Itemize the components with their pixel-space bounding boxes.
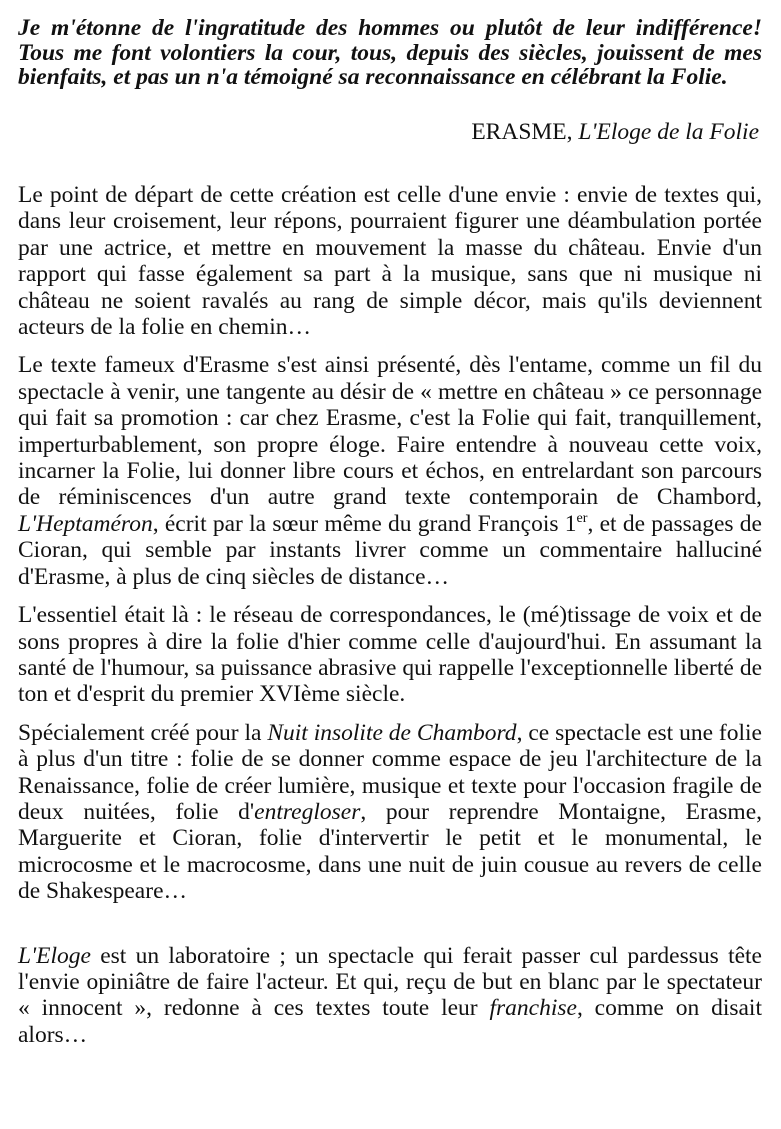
paragraph-5-text-a: est un laboratoire ; un spectacle qui ferait passer cul pardessus tête l'envie opiniâtre de faire l'acteur. Et qui, reçu de but en blanc par le spectateur « innocent », redonne à ces textes toute leur	[18, 942, 762, 1022]
paragraph-2-text-c: , et de passages de Cioran, qui semble par instants livrer comme un commentaire halluciné d'Erasme, à plus de cinq siècles de distance…	[18, 510, 762, 590]
body-text	[18, 182, 762, 1048]
event-title: Nuit insolite de Chambord	[267, 719, 517, 746]
paragraph-2-text-a: Le texte fameux d'Erasme s'est ainsi présenté, dès l'entame, comme un fil du spectacle à venir, une tangente au désir de « mettre en château » ce personnage qui fait sa promotion : car chez Erasme, c'est la Folie qui fait, tranquillement, imperturbablement, son propre éloge. Faire entendre à nouveau cette voix, incarner la Folie, lui donner libre cours et échos, en entrelardant son parcours de réminiscences d'un autre grand texte contemporain de Chambord,	[18, 352, 762, 511]
paragraph-4-text-b: , ce spectacle est une folie à plus d'un titre : folie de se donner comme espace de jeu l'architecture de la Renaissance, folie de créer lumière, musique et texte pour l'occasion fragile de deux nuitées, folie d'	[18, 719, 762, 825]
entregloser-term: entregloser	[254, 798, 361, 825]
heptameron-title: L'Heptaméron	[18, 510, 153, 537]
epigraph-author: ERASME,	[471, 119, 573, 145]
paragraph-3: L'essentiel était là : le réseau de correspondances, le (mé)tissage de voix et de sons propres à dire la folie d'hier comme celle d'aujourd'hui. En assumant la santé de l'humour, sa puissance abrasive qui rappelle l'exceptionnelle liberté de ton et d'esprit du premier XVIème siècle.	[18, 602, 762, 708]
ordinal-superscript: er	[576, 510, 588, 527]
paragraph-4	[18, 720, 762, 905]
paragraph-1: Le point de départ de cette création est celle d'une envie : envie de textes qui, dans leur croisement, leur répons, pourraient figurer une déambulation portée par une actrice, et mettre en mouvement la masse du château. Envie d'un rapport qui fasse également sa part à la musique, sans que ni musique ni château ne soient ravalés au rang de simple décor, mais qu'ils deviennent acteurs de la folie en chemin…	[18, 182, 762, 341]
paragraph-2	[18, 352, 762, 590]
epigraph-work-title: L'Eloge de la Folie	[578, 119, 759, 145]
paragraph-4-text-c: , pour reprendre Montaigne, Erasme, Marguerite et Cioran, folie d'intervertir le petit et le monumental, le microcosme et le macrocosme, dans une nuit de juin cousue au revers de celle de Shakespeare…	[18, 798, 763, 905]
franchise-term: franchise	[489, 995, 577, 1022]
epigraph-attribution	[471, 118, 759, 146]
paragraph-5-text-b: , comme on disait alors…	[18, 995, 762, 1048]
paragraph-5	[18, 943, 762, 1049]
paragraph-4-text-a: Spécialement créé pour la	[18, 719, 262, 746]
paragraph-2-text-b: , écrit par la sœur même du grand François 1	[152, 510, 577, 537]
epigraph-quote: Je m'étonne de l'ingratitude des hommes ou plutôt de leur indifférence! Tous me font volontiers la cour, tous, depuis des siècles, jouissent de mes bienfaits, et pas un n'a témoigné sa reconnaissance en célébrant la Folie.	[18, 15, 762, 90]
eloge-title: L'Eloge	[18, 942, 91, 969]
